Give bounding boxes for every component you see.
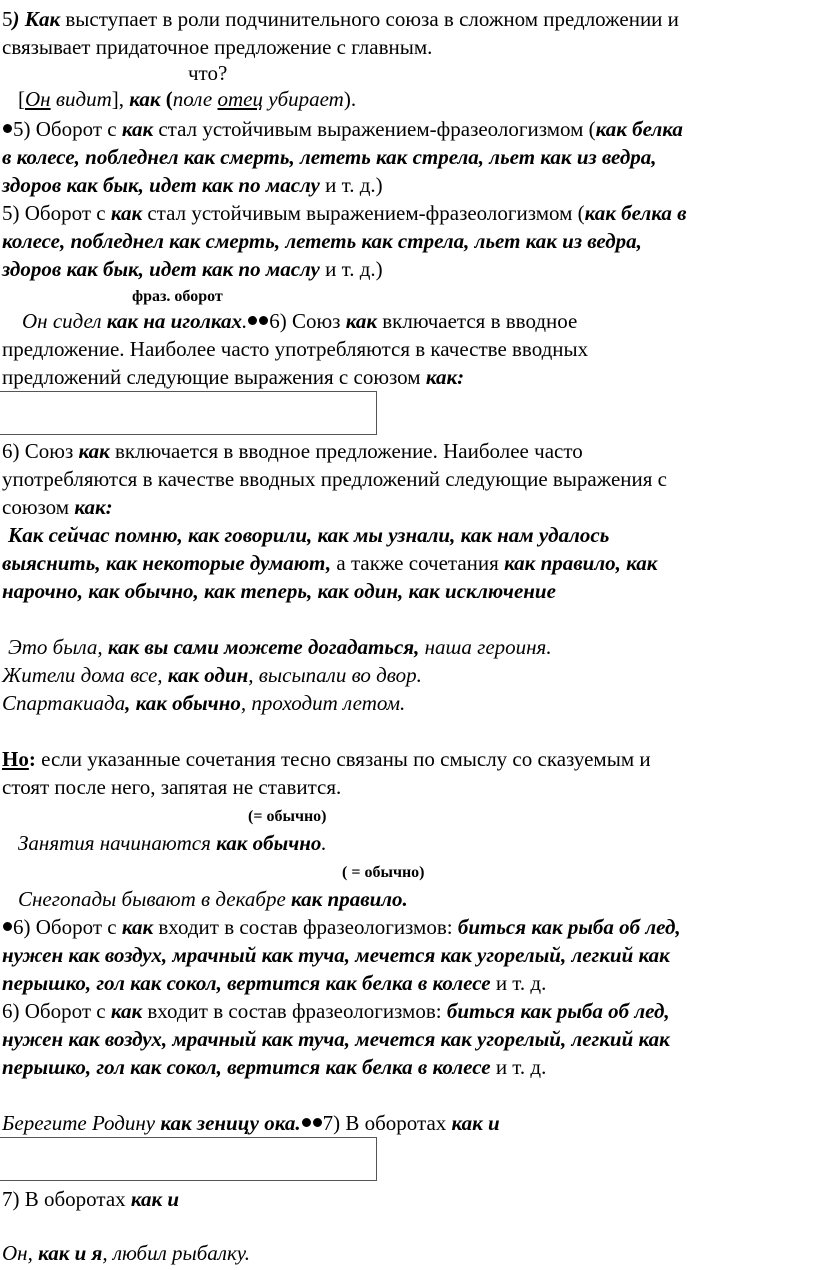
bullet-dot-icon: [313, 1118, 322, 1127]
para5c-line3: здоров как бык, идет как по маслу и т. д.): [2, 257, 383, 281]
para6-line3: союзом как:: [2, 495, 113, 519]
annotation-obychno-1: (= обычно): [248, 808, 327, 825]
para7-example: Он, как и я, любил рыбалку.: [2, 1241, 251, 1265]
keyword-kak: Как: [24, 7, 61, 31]
example-5: Снегопады бывают в декабре как правило.: [18, 887, 408, 911]
note-line2: стоят после него, запятая не ставится.: [2, 775, 342, 799]
example-3: Спартакиада, как обычно, проходит летом.: [2, 691, 406, 715]
para6c-line1: 6) Оборот с как входит в состав фразеологизмов: биться как рыба об лед,: [2, 999, 670, 1023]
item-number: 5: [2, 7, 13, 31]
para6-expressions-2: выяснить, как некоторые думают, а также сочетания как правило, как: [2, 551, 658, 575]
para5c-line2: колесе, побледнел как смерть, лететь как стрела, льет как из ведра,: [2, 229, 642, 253]
annotation-obychno-2: ( = обычно): [342, 864, 425, 881]
para5-example: [Он видит], как (поле отец убирает).: [18, 87, 357, 111]
empty-text-box: [0, 391, 377, 435]
para6-line1: 6) Союз как включается в вводное предложение. Наиболее часто: [2, 439, 583, 463]
note-label: Но: [2, 747, 29, 771]
para6-line2: употребляются в качестве вводных предложений следующие выражения с: [2, 467, 667, 491]
example-4: Занятия начинаются как обычно.: [18, 831, 327, 855]
bullet-dot-icon: [3, 922, 12, 931]
para6b-example: Берегите Родину как зеницу ока. 7) В оборотах как и: [2, 1111, 500, 1135]
para7-line1: 7) В оборотах как и: [2, 1187, 180, 1211]
bullet-dot-icon: [302, 1118, 311, 1127]
bullet-dot-icon: [3, 124, 12, 133]
para6c-line3: перышко, гол как сокол, вертится как белка в колесе и т. д.: [2, 1055, 547, 1079]
para6-expressions-3: нарочно, как обычно, как теперь, как один, как исключение: [2, 579, 556, 603]
para6c-line2: нужен как воздух, мрачный как туча, мечется как угорелый, легкий как: [2, 1027, 670, 1051]
para5-example-line: Он сидел как на иголках. 6) Союз как включается в вводное: [22, 309, 578, 333]
para5b-line1: 5) Оборот с как стал устойчивым выражением-фразеологизмом (как белка: [2, 116, 683, 142]
note-line1: Но: если указанные сочетания тесно связаны по смыслу со сказуемым и: [2, 747, 651, 771]
para6b-line3: перышко, гол как сокол, вертится как белка в колесе и т. д.: [2, 971, 547, 995]
para6b-line1: 6) Оборот с как входит в состав фразеологизмов: биться как рыба об лед,: [2, 914, 681, 940]
empty-text-box: [0, 1137, 377, 1181]
para5b-line3: здоров как бык, идет как по маслу и т. д.): [2, 173, 383, 197]
para5-line1: 5) Как выступает в роли подчинительного союза в сложном предложении и: [2, 7, 679, 31]
para6-inline-line3: предложений следующие выражения с союзом как:: [2, 365, 465, 389]
para6b-line2: нужен как воздух, мрачный как туча, мечется как угорелый, легкий как: [2, 943, 670, 967]
para5b-line2: в колесе, побледнел как смерть, лететь как стрела, льет как из ведра,: [2, 145, 657, 169]
para6-inline-line2: предложение. Наиболее часто употребляются в качестве вводных: [2, 337, 589, 361]
bullet-dot-icon: [248, 316, 257, 325]
para6-expressions-1: Как сейчас помню, как говорили, как мы узнали, как нам удалось: [8, 523, 610, 547]
example-1: Это была, как вы сами можете догадаться, наша героиня.: [8, 635, 552, 659]
phraseologism-label: фраз. оборот: [132, 288, 223, 305]
para5c-line1: 5) Оборот с как стал устойчивым выражением-фразеологизмом (как белка в: [2, 201, 687, 225]
question-annotation: что?: [188, 61, 228, 85]
example-2: Жители дома все, как один, высыпали во двор.: [2, 663, 422, 687]
bullet-dot-icon: [259, 316, 268, 325]
para5-line2: связывает придаточное предложение с главным.: [2, 35, 433, 59]
